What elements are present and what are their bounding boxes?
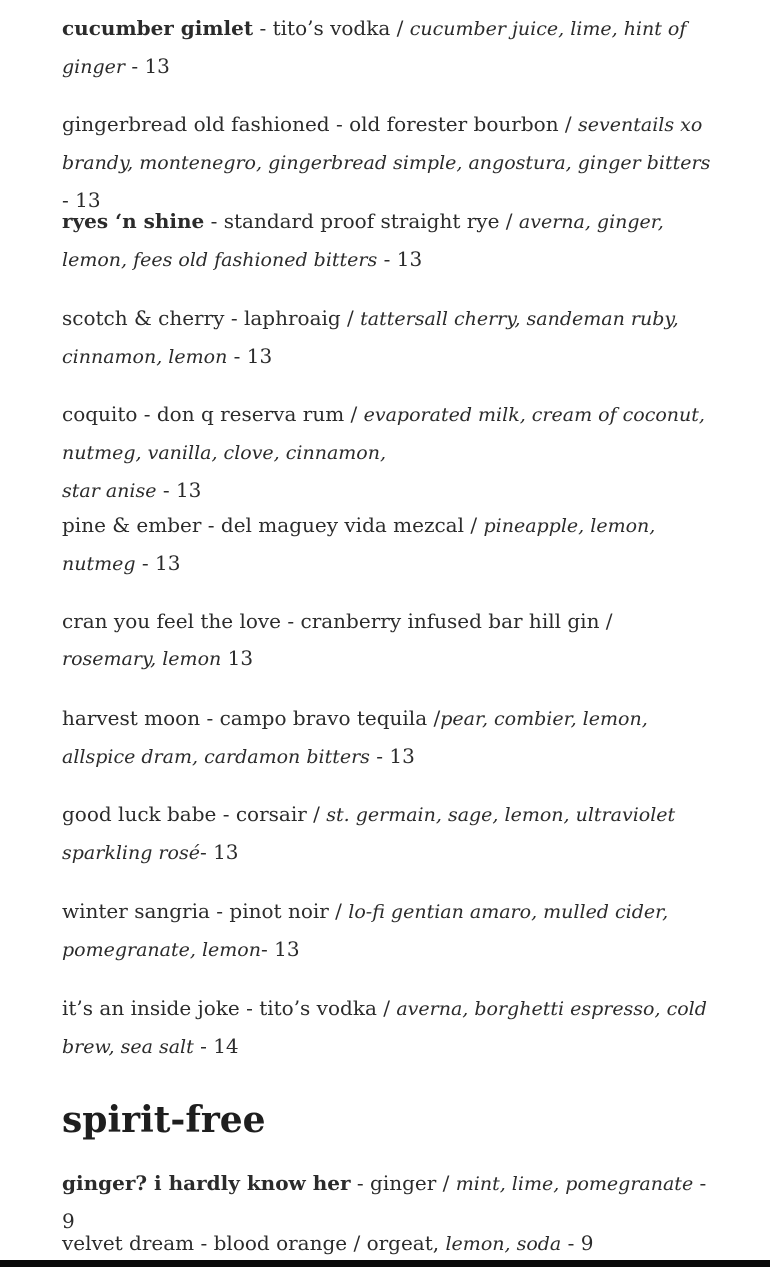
item-ingredients: averna, ginger, lemon, fees old fashioned bitters [62, 211, 664, 271]
item-ingredients: averna, borghetti espresso, cold brew, sea salt [62, 998, 707, 1058]
menu-item [62, 10, 712, 86]
item-ingredients: st. germain, sage, lemon, ultraviolet sparkling rosé [62, 804, 676, 864]
item-name: gingerbread old fashioned [62, 112, 330, 136]
menu-item [62, 396, 712, 510]
item-price: - 13 [369, 744, 415, 768]
item-base: - del maguey vida mezcal / [201, 513, 484, 537]
item-ingredients: cucumber juice, lime, hint of ginger [62, 18, 687, 78]
item-name: scotch & cherry [62, 306, 225, 330]
item-name: cucumber gimlet [62, 16, 254, 40]
menu-item [62, 300, 712, 376]
item-price: - 14 [193, 1034, 239, 1058]
item-price: - 13 [62, 188, 101, 212]
menu-item [62, 507, 712, 583]
menu-item [62, 1225, 593, 1263]
item-name: ginger? i hardly know her [62, 1171, 351, 1195]
item-name: good luck babe [62, 802, 217, 826]
item-base: - tito’s vodka / [253, 16, 410, 40]
item-base: - corsair / [216, 802, 327, 826]
item-base: - old forester bourbon / [329, 112, 579, 136]
item-name: cran you feel the love [62, 609, 282, 633]
item-base: - don q reserva rum / [143, 402, 364, 426]
item-ingredients: pear, combier, lemon, allspice dram, cardamon bitters [62, 708, 648, 768]
item-price: - 13 [199, 840, 239, 864]
item-base: - blood orange / orgeat, [194, 1231, 446, 1255]
item-name: harvest moon [62, 706, 201, 730]
menu-item [62, 603, 712, 678]
item-name: pine & ember [62, 513, 202, 537]
item-ingredients: evaporated milk, cream of coconut, nutmeg, vanilla, clove, cinnamon, [62, 404, 705, 464]
item-ingredients: seventails xo brandy, montenegro, gingerbread simple, angostura, ginger bitters [62, 114, 711, 174]
item-name: it’s an inside joke [62, 996, 240, 1020]
item-base: - campo bravo tequila / [200, 706, 441, 730]
item-price: - 13 [135, 551, 181, 575]
item-name: velvet dream [62, 1231, 195, 1255]
menu-item [62, 796, 712, 872]
bottom-edge-bar [0, 1260, 770, 1267]
item-name: coquito [62, 402, 144, 426]
item-ingredients: lo-fi gentian amaro, mulled cider, pomegranate, lemon [62, 901, 669, 961]
item-base: - cranberry infused bar hill gin / [281, 609, 613, 633]
item-price: 13 [221, 646, 254, 670]
item-ingredients: mint, lime, pomegranate [455, 1173, 694, 1195]
item-base: - tito’s vodka / [239, 996, 397, 1020]
item-name: ryes ‘n shine [62, 209, 205, 233]
menu-item [62, 203, 712, 279]
item-price: - 9 [561, 1231, 594, 1255]
item-ingredients: rosemary, lemon [62, 648, 222, 670]
item-price: - 13 [227, 344, 273, 368]
item-ingredients: pineapple, lemon, nutmeg [62, 515, 656, 575]
item-base: - standard proof straight rye / [204, 209, 519, 233]
item-ingredients: lemon, soda [445, 1233, 562, 1255]
item-base: - pinot noir / [209, 899, 349, 923]
item-base: - laphroaig / [224, 306, 361, 330]
menu-item [62, 700, 712, 776]
item-price: - 13 [124, 54, 170, 78]
item-price: - 13 [260, 937, 300, 961]
item-ingredients: tattersall cherry, sandeman ruby, cinnamon, lemon [62, 308, 679, 368]
menu-item [62, 893, 712, 969]
item-base: - ginger / [350, 1171, 456, 1195]
section-heading-spirit-free: spirit-free [62, 1099, 266, 1141]
menu-item [62, 990, 712, 1066]
item-price: - 9 [62, 1171, 707, 1233]
item-price: - 13 [377, 247, 423, 271]
item-ingredients-continued: star anise [62, 480, 157, 502]
item-price: - 13 [156, 478, 202, 502]
item-name: winter sangria [62, 899, 210, 923]
